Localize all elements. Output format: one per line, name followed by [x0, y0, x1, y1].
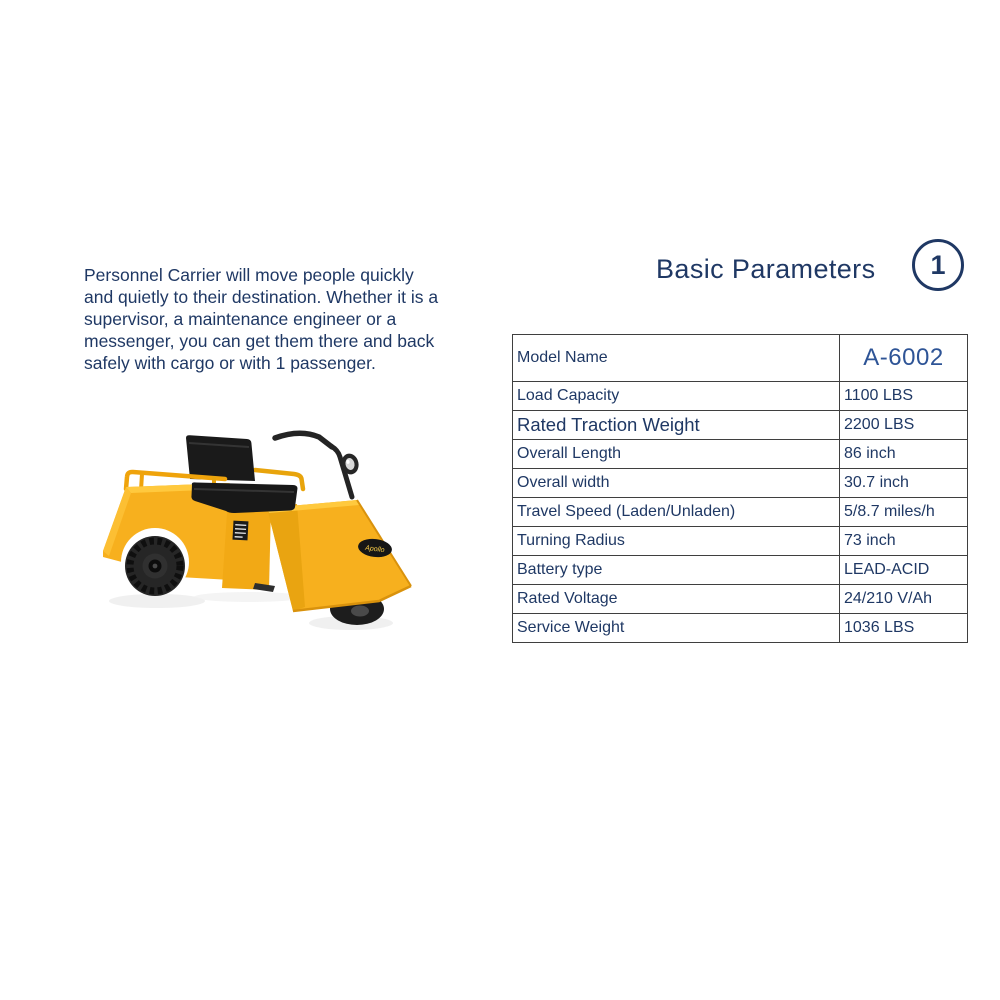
parameter-value: 2200 LBS	[840, 411, 968, 440]
parameter-label: Load Capacity	[513, 382, 840, 411]
parameter-value: 86 inch	[840, 440, 968, 469]
parameters-tbody	[513, 335, 968, 643]
table-row	[513, 585, 968, 614]
parameter-value: LEAD-ACID	[840, 556, 968, 585]
parameter-value: 30.7 inch	[840, 469, 968, 498]
table-row	[513, 556, 968, 585]
warning-sticker	[232, 521, 248, 541]
parameters-table	[512, 334, 968, 643]
parameter-label: Overall width	[513, 469, 840, 498]
personnel-carrier-illustration	[78, 400, 440, 650]
product-image	[78, 400, 440, 650]
table-row	[513, 527, 968, 556]
shadow	[194, 592, 304, 602]
parameter-value: 1100 LBS	[840, 382, 968, 411]
parameter-label: Turning Radius	[513, 527, 840, 556]
parameter-label: Service Weight	[513, 614, 840, 643]
parameter-label: Rated Voltage	[513, 585, 840, 614]
table-row	[513, 335, 968, 382]
table-row	[513, 382, 968, 411]
parameter-label: Overall Length	[513, 440, 840, 469]
rear-wheel-axle	[153, 564, 158, 569]
parameter-value: 5/8.7 miles/h	[840, 498, 968, 527]
product-description: Personnel Carrier will move people quickly and quietly to their destination. Whether it is a supervisor, a maintenance engineer or a messenger, you can get them there and back safely with cargo or with 1 passenger.	[84, 265, 439, 373]
tiller-handlebar	[275, 433, 332, 447]
table-row	[513, 614, 968, 643]
front-wheel-hub	[351, 606, 369, 617]
table-row	[513, 498, 968, 527]
parameter-value: A-6002	[840, 335, 968, 382]
shadow	[109, 594, 205, 608]
parameter-label: Model Name	[513, 335, 840, 382]
section-title: Basic Parameters	[656, 254, 876, 284]
page-number-badge	[912, 239, 964, 291]
parameter-label: Travel Speed (Laden/Unladen)	[513, 498, 840, 527]
parameter-value: 24/210 V/Ah	[840, 585, 968, 614]
parameter-label: Rated Traction Weight	[513, 411, 840, 440]
table-row	[513, 411, 968, 440]
seat-backrest	[186, 435, 255, 481]
parameter-value: 1036 LBS	[840, 614, 968, 643]
parameter-value: 73 inch	[840, 527, 968, 556]
table-row	[513, 440, 968, 469]
page-number: 1	[930, 249, 946, 280]
brand-logo-text: Apollo	[364, 544, 385, 555]
table-row	[513, 469, 968, 498]
parameter-label: Battery type	[513, 556, 840, 585]
